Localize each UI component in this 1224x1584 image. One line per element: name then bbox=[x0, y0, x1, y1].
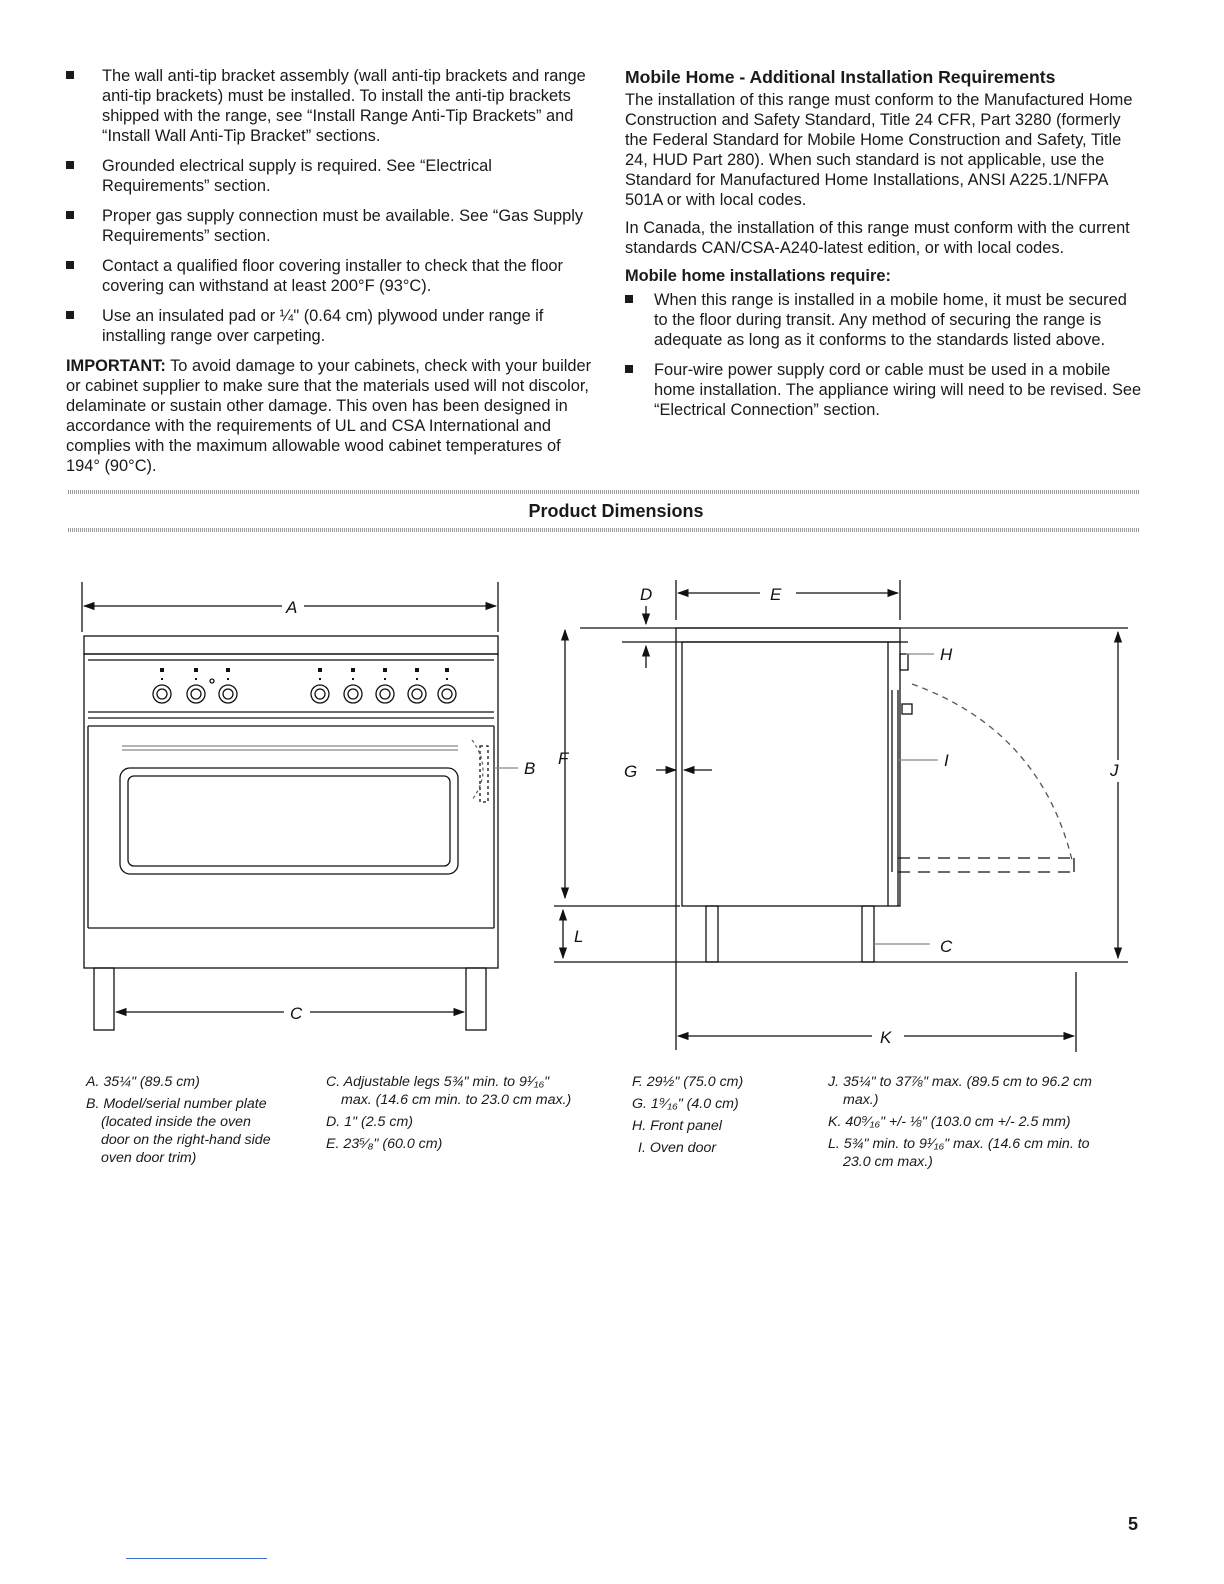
canada-paragraph: In Canada, the installation of this range must conform with the current standards CAN/CSA-A240-latest edition, or with local codes. bbox=[625, 219, 1130, 257]
legend-col-2 bbox=[326, 1073, 616, 1157]
range-side-view bbox=[580, 580, 1128, 1052]
label-g: G bbox=[624, 762, 638, 781]
mobile-home-subheading: Mobile home installations require: bbox=[625, 267, 891, 285]
label-i: I bbox=[944, 751, 949, 770]
legend-l-cont: 23.0 cm max.) bbox=[843, 1154, 933, 1170]
label-d: D bbox=[640, 585, 653, 604]
legend-d: D. 1" (2.5 cm) bbox=[326, 1114, 414, 1130]
label-b: B bbox=[524, 759, 536, 778]
label-j: J bbox=[1110, 761, 1119, 780]
legend-a: A. 35¼" (89.5 cm) bbox=[86, 1074, 200, 1090]
label-h: H bbox=[940, 645, 953, 664]
legend-b: B. Model/serial number plate bbox=[86, 1096, 267, 1112]
list-item: Proper gas supply connection must be available. See “Gas Supply Requirements” section. bbox=[66, 206, 596, 246]
legend-col-4 bbox=[828, 1073, 1168, 1175]
legend-k: K. 40⁹⁄₁₆" +/- ⅛" (103.0 cm +/- 2.5 mm) bbox=[828, 1114, 1071, 1130]
list-item: When this range is installed in a mobile home, it must be secured to the floor during transit. Any method of securing the range is adequate as long as it conforms to the standards listed above. bbox=[625, 290, 1145, 350]
legend-col-3 bbox=[632, 1073, 812, 1161]
list-item: Contact a qualified floor covering installer to check that the floor covering can withstand at least 200°F (93°C). bbox=[66, 256, 596, 296]
legend-j: J. 35¼" to 37⅞" max. (89.5 cm to 96.2 cm bbox=[828, 1074, 1092, 1090]
label-f: F bbox=[558, 749, 569, 768]
legend-i: I. Oven door bbox=[638, 1140, 717, 1156]
page-number: 5 bbox=[1128, 1514, 1139, 1534]
legend-j-cont: max.) bbox=[843, 1092, 879, 1108]
legend-b-cont: (located inside the oven bbox=[101, 1114, 251, 1130]
list-item: Use an insulated pad or ¼" (0.64 cm) plywood under range if installing range over carpeting. bbox=[66, 306, 596, 346]
label-l: L bbox=[574, 927, 584, 946]
label-a: A bbox=[286, 598, 298, 617]
label-k: K bbox=[880, 1028, 892, 1047]
section-title: Product Dimensions bbox=[528, 501, 704, 521]
label-c-side: C bbox=[940, 937, 953, 956]
list-item: Four-wire power supply cord or cable must be used in a mobile home installation. The appliance wiring will need to be revised. See “Electrical Connection” section. bbox=[625, 360, 1145, 420]
legend-l: L. 5¾" min. to 9¹⁄₁₆" max. (14.6 cm min. to bbox=[828, 1136, 1090, 1152]
important-text: To avoid damage to your cabinets, check with your builder or cabinet supplier to make sure that the materials used will not discolor, delaminate or sustain other damage. This oven has been designed in accordance with the requirements of UL and CSA International and complies with the maximum allowable wood cabinet temperatures of 194° (90°C). bbox=[66, 357, 592, 475]
legend-c: C. Adjustable legs 5¾" min. to 9¹⁄₁₆" bbox=[326, 1074, 550, 1090]
mobile-home-heading: Mobile Home - Additional Installation Requirements bbox=[625, 67, 1056, 87]
legend-b-cont: oven door trim) bbox=[101, 1150, 197, 1166]
legend-h: H. Front panel bbox=[632, 1118, 722, 1134]
footer-line bbox=[126, 1558, 267, 1559]
range-front-view bbox=[82, 582, 1128, 1030]
label-c-front: C bbox=[290, 1004, 303, 1023]
legend-g: G. 1⁹⁄₁₆" (4.0 cm) bbox=[632, 1096, 739, 1112]
list-item: The wall anti-tip bracket assembly (wall anti-tip brackets and range anti-tip brackets) must be installed. To install the anti-tip brackets shipped with the range, see “Install Range Anti-Tip Brackets” and “Install Wall Anti-Tip Bracket” sections. bbox=[66, 66, 596, 146]
legend-b-cont: door on the right-hand side bbox=[101, 1132, 271, 1148]
important-label: IMPORTANT: bbox=[66, 357, 166, 375]
mobile-home-paragraph: The installation of this range must conform to the Manufactured Home Construction and Safety Standard, Title 24 CFR, Part 3280 (formerly the Federal Standard for Mobile Home Construction and Safety, Title 24, HUD Part 280). When such standard is not applicable, use the Standard for Manufactured Home Installations, ANSI A225.1/NFPA 501A or with local codes. bbox=[625, 91, 1133, 209]
legend-c-cont: max. (14.6 cm min. to 23.0 cm max.) bbox=[341, 1092, 572, 1108]
legend-e: E. 23⁵⁄₈" (60.0 cm) bbox=[326, 1136, 443, 1152]
label-e: E bbox=[770, 585, 782, 604]
legend-col-1 bbox=[86, 1073, 316, 1167]
list-item: Grounded electrical supply is required. See “Electrical Requirements” section. bbox=[66, 156, 596, 196]
legend-f: F. 29½" (75.0 cm) bbox=[632, 1074, 744, 1090]
